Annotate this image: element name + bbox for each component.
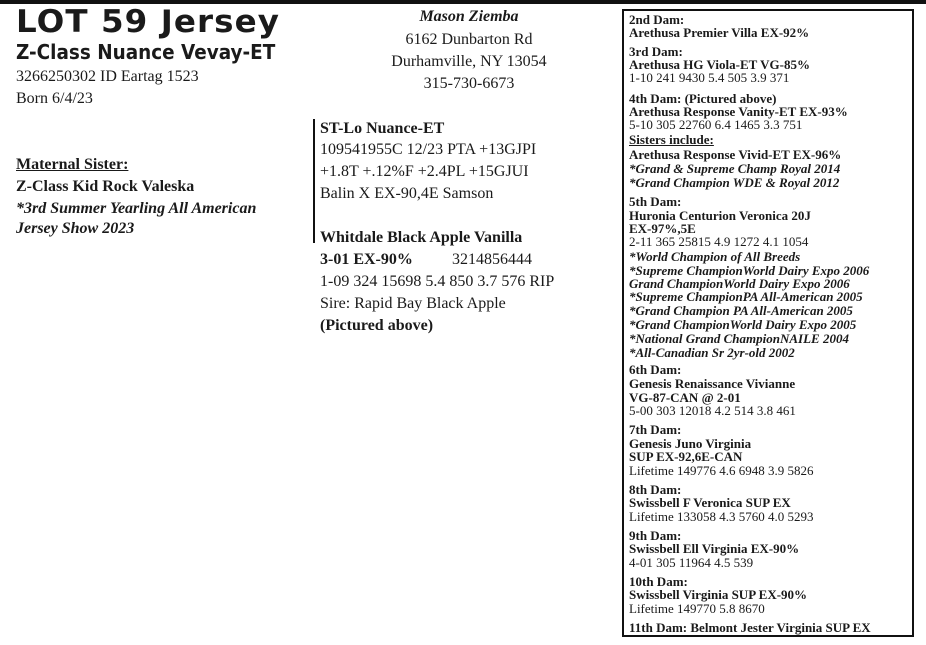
dam-6-name: Genesis Renaissance Vivianne: [629, 376, 796, 391]
dam-5-award-8: *All-Canadian Sr 2yr-old 2002: [629, 345, 795, 360]
sire-info-2: +1.8T +.12%F +2.4PL +15GJUI: [320, 163, 529, 180]
dam-6-class: VG-87-CAN @ 2-01: [629, 390, 741, 405]
sister-award-1: *Grand & Supreme Champ Royal 2014: [629, 161, 841, 176]
dam-2-name: Arethusa Premier Villa EX-92%: [629, 25, 810, 40]
dam-record: 1-09 324 15698 5.4 850 3.7 576 RIP: [320, 273, 555, 290]
dam-4-record: 5-10 305 22760 6.4 1465 3.3 751: [629, 117, 803, 132]
dam-5-award-2: *Supreme ChampionWorld Dairy Expo 2006: [629, 263, 870, 278]
dam-11-line: 11th Dam: Belmont Jester Virginia SUP EX: [629, 620, 871, 635]
dam-name: Whitdale Black Apple Vanilla: [320, 229, 523, 246]
dam-2-heading: 2nd Dam:: [629, 12, 685, 27]
dam-4-heading: 4th Dam: (Pictured above): [629, 91, 777, 106]
registration-line: 3266250302 ID Eartag 1523: [16, 68, 199, 85]
birth-date: Born 6/4/23: [16, 90, 93, 107]
dam-6-record: 5-00 303 12018 4.2 514 3.8 461: [629, 403, 796, 418]
dam-5-award-1: *World Champion of All Breeds: [629, 249, 801, 264]
dam-9-heading: 9th Dam:: [629, 528, 682, 543]
dam-3-heading: 3rd Dam:: [629, 44, 683, 59]
maternal-sister-award-2: Jersey Show 2023: [16, 220, 135, 237]
dam-7-record: Lifetime 149776 4.6 6948 3.9 5826: [629, 463, 814, 478]
sisters-heading: Sisters include:: [629, 132, 714, 147]
sister-award-2: *Grand Champion WDE & Royal 2012: [629, 175, 840, 190]
dam-5-name: Huronia Centurion Veronica 20J: [629, 208, 811, 223]
dam-9-name: Swissbell Ell Virginia EX-90%: [629, 541, 800, 556]
dam-8-heading: 8th Dam:: [629, 482, 682, 497]
sire-info-3: Balin X EX-90,4E Samson: [320, 185, 494, 202]
dam-5-award-5: *Grand Champion PA All-American 2005: [629, 303, 853, 318]
dam-9-record: 4-01 305 11964 4.5 539: [629, 555, 754, 570]
dam-sire: Sire: Rapid Bay Black Apple: [320, 295, 506, 312]
dam-7-heading: 7th Dam:: [629, 422, 682, 437]
dam-7-name: Genesis Juno Virginia: [629, 436, 752, 451]
maternal-sister-name: Z-Class Kid Rock Valeska: [16, 178, 195, 195]
dam-4-name: Arethusa Response Vanity-ET EX-93%: [629, 104, 848, 119]
animal-name: Z-Class Nuance Vevay-ET: [16, 40, 276, 64]
dam-5-award-7: *National Grand ChampionNAILE 2004: [629, 331, 849, 346]
pedigree-bracket: [313, 119, 315, 243]
dam-3-record: 1-10 241 9430 5.4 505 3.9 371: [629, 70, 790, 85]
dam-note: (Pictured above): [320, 317, 434, 334]
maternal-sister-award-1: *3rd Summer Yearling All American: [16, 200, 257, 217]
dam-8-record: Lifetime 133058 4.3 5760 4.0 5293: [629, 509, 814, 524]
dam-3-name: Arethusa HG Viola-ET VG-85%: [629, 57, 810, 72]
dam-7-class: SUP EX-92,6E-CAN: [629, 449, 743, 464]
consignor-address: 6162 Dunbarton Rd: [405, 31, 533, 48]
dam-10-name: Swissbell Virginia SUP EX-90%: [629, 587, 808, 602]
dam-classification: 3-01 EX-90%: [320, 251, 413, 268]
sire-name: ST-Lo Nuance-ET: [320, 120, 445, 137]
dam-registration: 3214856444: [452, 251, 532, 268]
consignor-name: Mason Ziemba: [419, 8, 519, 25]
consignor-phone: 315-730-6673: [423, 75, 515, 92]
dam-5-record: 2-11 365 25815 4.9 1272 4.1 1054: [629, 234, 809, 249]
dam-10-record: Lifetime 149770 5.8 8670: [629, 601, 765, 616]
lot-title: LOT 59 Jersey: [16, 4, 280, 40]
dam-10-heading: 10th Dam:: [629, 574, 688, 589]
dam-8-name: Swissbell F Veronica SUP EX: [629, 495, 791, 510]
dam-5-award-6: *Grand ChampionWorld Dairy Expo 2005: [629, 317, 857, 332]
sire-info-1: 109541955C 12/23 PTA +13GJPI: [320, 141, 537, 158]
dam-5-award-3: Grand ChampionWorld Dairy Expo 2006: [629, 276, 850, 291]
sister-name: Arethusa Response Vivid-ET EX-96%: [629, 147, 842, 162]
maternal-sister-heading: Maternal Sister:: [16, 156, 129, 173]
dam-5-heading: 5th Dam:: [629, 194, 682, 209]
dam-5-award-4: *Supreme ChampionPA All-American 2005: [629, 289, 863, 304]
dam-5-class: EX-97%,5E: [629, 221, 696, 236]
consignor-city: Durhamville, NY 13054: [391, 53, 547, 70]
dam-6-heading: 6th Dam:: [629, 362, 682, 377]
